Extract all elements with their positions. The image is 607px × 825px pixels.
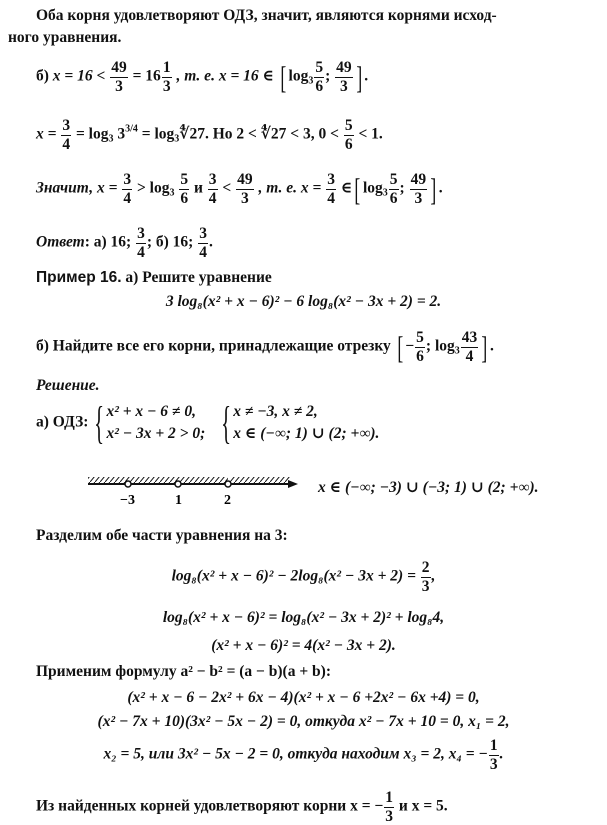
- fraction-2-3: $\frac{2}{3}$: [421, 559, 430, 595]
- bracket-left-3: [: [397, 329, 403, 365]
- axis-arrow: [288, 480, 298, 488]
- apply-formula: Применим формулу a² − b² = (a − b)(a + b):: [36, 663, 331, 680]
- final-line: Из найденных корней удовлетворяют корни x = − $\frac{1}{3}$ и x = 5.: [36, 789, 448, 825]
- label-minus3: −3: [120, 493, 135, 508]
- fraction-49-3d: $\frac{49}{3}$: [410, 171, 427, 207]
- fraction-5-6e: $\frac{5}{6}$: [389, 171, 398, 207]
- line-znachit: Значит, x = $\frac{3}{4}$ > $\log_3$ $\frac{5}{6}$ и $\frac{3}{4}$ < $\frac{49}{3}$ , т. е. x = $\frac{3}{4}$ ∈[ $\log_3$ $\frac{5}{6}$ ; $\frac{49}{3}$ ] .: [36, 171, 443, 207]
- point-1: [175, 481, 181, 487]
- fraction-49-3c: $\frac{49}{3}$: [237, 171, 253, 207]
- log-text: log: [288, 67, 309, 85]
- label-1: 1: [175, 493, 182, 508]
- fraction-3-4d: $\frac{3}{4}$: [327, 171, 335, 207]
- b-label: б): [36, 67, 49, 85]
- b-te: , т. е. x = 16 ∈: [176, 67, 274, 85]
- equation-4: (x² + x − 6 − 2x² + 6x − 4)(x² + x − 6 +2x² − 6x +4) = 0,: [127, 689, 480, 706]
- example-heading: Пример 16. а) Решите уравнение: [36, 269, 272, 286]
- fraction-49-3b: $\frac{49}{3}$: [336, 59, 352, 95]
- bracket-right-3: ]: [481, 329, 488, 365]
- odz-systems: [36, 397, 380, 448]
- exponent-3-4: 3/4: [125, 123, 138, 135]
- line-x-34: x = $\frac{3}{4}$ = $\log_3 3^{3/4}$ = $\log_3∜27$. Но 2 < ∜27 < 3, 0 < $\frac{5}{6}$ < 1.: [36, 117, 383, 153]
- domain-result: x ∈ (−∞; −3) ∪ (−3; 1) ∪ (2; +∞).: [318, 479, 539, 496]
- fraction-43-4: $\frac{43}{4}$: [461, 329, 478, 365]
- number-line: [80, 470, 310, 510]
- equation-5: (x² − 7x + 10)(3x² − 5x − 2) = 0, откуда x² − 7x + 10 = 0, x₁ = 2,: [97, 713, 510, 730]
- point-2: [225, 481, 231, 487]
- example-equation: 3 log₈(x² + x − 6)² − 6 log₈(x² − 3x + 2) = 2.: [165, 293, 442, 310]
- example-title: Пример 16.: [36, 269, 122, 286]
- fraction-3-4f: $\frac{3}{4}$: [199, 225, 207, 261]
- equation-3: (x² + x − 6)² = 4(x² − 3x + 2).: [211, 637, 396, 654]
- odz-label: а) ОДЗ:: [36, 413, 89, 431]
- b-equals: = 16: [132, 67, 161, 85]
- equation-6: x₂ = 5, или 3x² − 5x − 2 = 0, откуда находим x₃ = 2, x₄ = − $\frac{1}{3}$ .: [103, 737, 504, 773]
- bracket-right: ]: [356, 59, 362, 95]
- fraction-5-6f: $\frac{5}{6}$: [416, 329, 424, 365]
- text-line-1: Оба корня удовлетворяют ОДЗ, значит, являются корнями исход-: [36, 7, 497, 24]
- fraction-49-3: $\frac{49}{3}$: [111, 59, 127, 95]
- point-minus3: [125, 481, 131, 487]
- fraction-5-6d: $\frac{5}{6}$: [180, 171, 189, 207]
- system-1: { x² + x − 6 ≠ 0, x² − 3x + 2 > 0;: [94, 397, 206, 448]
- hatch-right: [230, 477, 290, 484]
- fraction-5-6c: $\frac{5}{6}$: [344, 117, 353, 153]
- example-part-b: б) Найдите все его корни, принадлежащие отрезку [ − $\frac{5}{6}$ ; $\log_3$ $\frac{43}{4}$ ] .: [36, 329, 494, 365]
- bracket-left-2: [: [354, 171, 361, 207]
- solution-label: Решение.: [36, 377, 100, 394]
- fraction-1-3c: $\frac{1}{3}$: [385, 789, 394, 825]
- answer-label: Ответ: [36, 233, 85, 251]
- equation-2: log₈(x² + x − 6)² = log₈(x² − 3x + 2)² + log₈4,: [162, 609, 445, 626]
- equation-1: log₈(x² + x − 6)² − 2log₈(x² − 3x + 2) = $\frac{2}{3}$ ,: [171, 559, 436, 595]
- fraction-5-6: $\frac{5}{6}$: [315, 59, 324, 95]
- fraction-1-3: $\frac{1}{3}$: [162, 59, 171, 95]
- fraction-1-3b: $\frac{1}{3}$: [489, 737, 498, 773]
- line-b-bound: б) x = 16 < $\frac{49}{3}$ = 16 $\frac{1}{3}$ , т. е. x = 16 ∈ [ $\log_3$ $\frac{5}{6}$ ; $\frac{49}{3}$ ] .: [36, 59, 369, 95]
- fraction-3-4e: $\frac{3}{4}$: [137, 225, 145, 261]
- bracket-right-2: ]: [430, 171, 437, 207]
- b-compare: x = 16 <: [52, 67, 106, 85]
- hatch-left: [88, 477, 228, 484]
- label-2: 2: [224, 493, 231, 508]
- fraction-3-4b: $\frac{3}{4}$: [123, 171, 132, 207]
- fraction-3-4c: $\frac{3}{4}$: [208, 171, 217, 207]
- bracket-left: [: [280, 59, 287, 95]
- answer-line: Ответ: а) 16; $\frac{3}{4}$ ; б) 16; $\frac{3}{4}$ .: [36, 225, 213, 261]
- root-27: ∜27: [179, 125, 205, 143]
- text-line-2: ного уравнения.: [8, 29, 122, 46]
- divide-text: Разделим обе части уравнения на 3:: [36, 527, 288, 544]
- fraction-3-4: $\frac{3}{4}$: [62, 117, 71, 153]
- system-2: { x ≠ −3, x ≠ 2, x ∈ (−∞; 1) ∪ (2; +∞).: [221, 397, 380, 448]
